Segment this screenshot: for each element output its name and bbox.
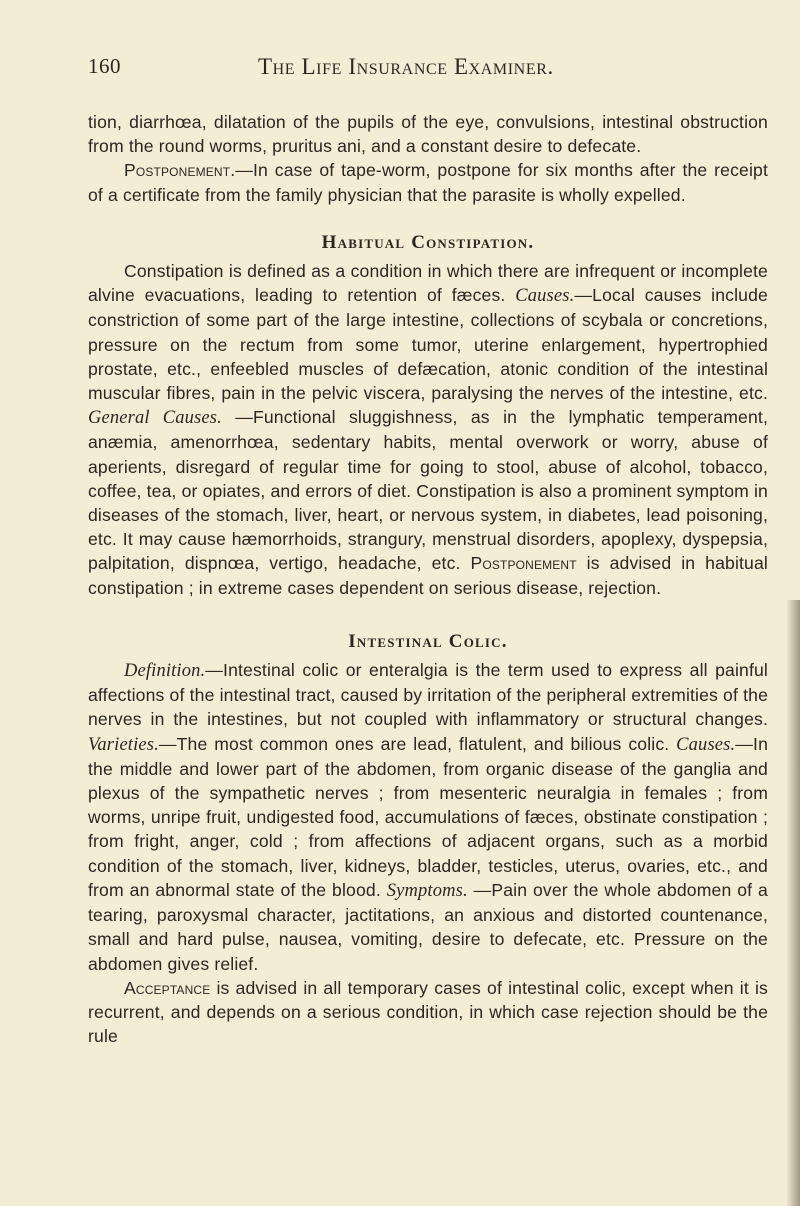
paragraph-text: Constipation is defined as a condition in which there are infrequent or incomplete alvine evacuations, leading to retention of fæces. — [88, 261, 768, 306]
paragraph-text: —Local causes include constriction of some part of the large intestine, collections of scybala or concretions, pressure on the rectum from some tumor, uterine enlargement, hypertrophied prostate, etc., enfeebled muscles of defæcation, atonic condition of the intestinal muscular fibres, pain in the pelvic viscera, paralysing the nerves of the intestine, etc. — [88, 285, 768, 404]
running-head — [88, 46, 768, 86]
symptoms-label: Symptoms. — [386, 880, 468, 901]
definition-label: Definition. — [124, 661, 206, 682]
paragraph-text: —Pain over the whole abdomen of a tearing, paroxysmal character, jactitations, an anxious and distorted countenance, small and hard pulse, nausea, vomiting, desire to defecate, etc. Pressure on the abdomen gives relief. — [88, 879, 768, 974]
running-title: The Life Insurance Examiner. — [258, 54, 554, 79]
paragraph-text: —In the middle and lower part of the abdomen, from organic disease of the ganglia and plexus of the sympathetic nerves ; from mesenteric neuralgia in females ; from worms, unripe fruit, undigested food, accumulations of fæces, obstinate constipation ; from fright, anger, cold ; from affections of adjacent organs, such as a morbid condition of the stomach, liver, kidneys, bladder, testicles, uterus, ovaries, etc., and from an abnormal state of the blood. — [88, 733, 768, 900]
paragraph-text: tion, diarrhœa, dilatation of the pupils of the eye, convulsions, intestinal obstruction from the round worms, pruritus ani, and a constant desire to defecate. — [88, 112, 768, 157]
paragraph-text: —In case of tape-worm, postpone for six months after the receipt of a certificate from the family physician that the parasite is wholly expelled. — [88, 160, 768, 205]
paragraph-text: —The most common ones are lead, flatulent, and bilious colic. — [158, 733, 677, 754]
section-heading-intestinal-colic: Intestinal Colic. — [348, 630, 508, 652]
page-edge-shadow — [786, 600, 800, 1206]
section-heading-habitual-constipation: Habitual Constipation. — [321, 231, 535, 253]
paragraph-text: is advised in habitual constipation ; in extreme cases dependent on serious disease, rejection. — [88, 553, 768, 598]
paragraph-text: —Intestinal colic or enteralgia is the term used to express all painful affections of the intestinal tract, caused by irritation of the peripheral extremities of the nerves in the intestines, but not coupled with inflammatory or structural changes. — [88, 660, 768, 730]
paragraph-text: is advised in all temporary cases of intestinal colic, except when it is recurrent, and depends on a serious condition, in which case rejection should be the rule — [88, 977, 768, 1047]
postponement-label: Postponement — [470, 553, 577, 574]
body-text — [88, 110, 768, 1048]
causes-label: Causes. — [515, 286, 575, 307]
paragraph-constipation — [88, 259, 768, 600]
acceptance-label: Acceptance — [124, 977, 211, 998]
page-number: 160 — [88, 54, 121, 78]
varieties-label: Varieties. — [88, 734, 159, 755]
paragraph-colic-definition — [88, 658, 768, 976]
general-causes-label: General Causes. — [88, 408, 222, 429]
paragraph-tapeworm-postponement — [88, 158, 768, 206]
causes-label: Causes. — [676, 734, 736, 755]
postponement-label: Postponement. — [124, 160, 236, 181]
paragraph-colic-acceptance — [88, 976, 768, 1049]
paragraph-worm-symptoms — [88, 110, 768, 158]
paragraph-text: —Functional sluggishness, as in the lymphatic temperament, anæmia, amenorrhœa, sedentary habits, mental overwork or worry, abuse of aperients, disregard of regular time for going to stool, abuse of alcohol, tobacco, coffee, tea, or opiates, and errors of diet. Constipation is also a prominent symptom in diseases of the stomach, liver, heart, or nervous system, in diabetes, lead poisoning, etc. It may cause hæmorrhoids, strangury, menstrual disorders, apoplexy, dyspepsia, palpitation, dispnœa, vertigo, headache, etc. — [88, 407, 768, 574]
